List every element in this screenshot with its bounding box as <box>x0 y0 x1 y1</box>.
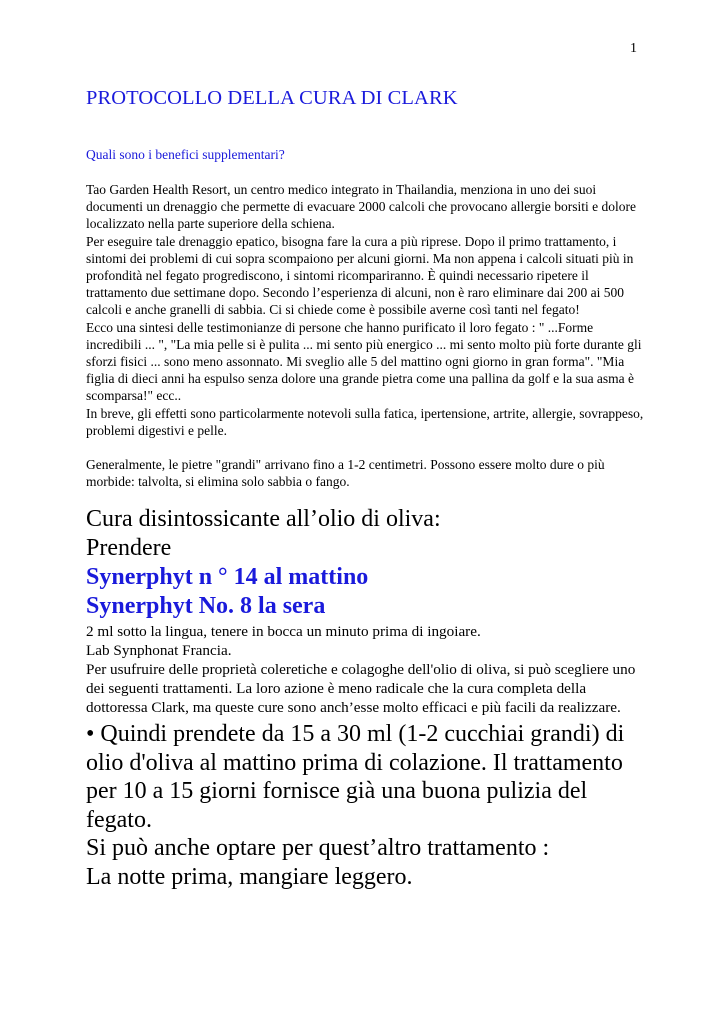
paragraph-spacer <box>86 439 646 456</box>
intro-paragraph-testimonials: Ecco una sintesi delle testimonianze di persone che hanno purificato il loro fegato : " ...Forme incredibili ... ", "La mia pelle si è pulita ... mi sento più energico ... mi sento molto più forte durante gli sforzi fisici ... sono meno assonnato. Mi sveglio alle 5 del mattino ogni giorno in gran forma". "Mia figlia di dieci anni ha espulso senza dolore una grande pietra come una pallina da golf e la sua asma è scomparsa!" ecc.. <box>86 319 642 404</box>
section-subtitle: Quali sono i benefici supplementari? <box>86 147 285 162</box>
olive-oil-treatment: • Quindi prendete da 15 a 30 ml (1-2 cucchiai grandi) di olio d'oliva al mattino prima di colazione. Il trattamento per 10 a 15 giorni fornisce già una buona pulizia del fegato. <box>86 720 625 833</box>
olive-oil-properties: Per usufruire delle proprietà coleretiche e colagoghe dell'olio di oliva, si può scegliere uno dei seguenti trattamenti. La loro azione è meno radicale che la cura completa della dottoressa Clark, ma queste cure sono anch’esse molto efficaci e più facili da realizzare. <box>86 661 636 717</box>
intro-section <box>86 181 646 490</box>
lab-name: Lab Synphonat Francia. <box>86 642 232 660</box>
alternative-treatment: Si può anche optare per quest’altro trattamento : <box>86 835 550 862</box>
page-number: 1 <box>630 41 637 56</box>
cure-heading: Cura disintossicante all’olio di oliva: <box>86 506 441 533</box>
synerphyt-morning: Synerphyt n ° 14 al mattino <box>86 564 369 591</box>
stones-paragraph: Generalmente, le pietre "grandi" arrivano fino a 1-2 centimetri. Possono essere molto dure o più morbide: talvolta, si elimina solo sabbia o fango. <box>86 457 605 490</box>
dosage-section <box>86 623 646 718</box>
document-body <box>86 86 646 892</box>
intro-paragraph-resort: Tao Garden Health Resort, un centro medico integrato in Thailandia, menziona in uno dei suoi documenti un drenaggio che permette di evacuare 2000 calcoli che provocano allergie borsiti e dolore localizzato nella parte superiore della schiena. <box>86 182 637 232</box>
dosage-instructions: 2 ml sotto la lingua, tenere in bocca un minuto prima di ingoiare. <box>86 623 481 641</box>
intro-paragraph-effects: In breve, gli effetti sono particolarmente notevoli sulla fatica, ipertensione, artrite, allergie, sovrappeso, problemi digestivi e pelle. <box>86 405 644 438</box>
take-label: Prendere <box>86 535 172 562</box>
treatment-section <box>86 720 646 892</box>
night-before-instruction: La notte prima, mangiare leggero. <box>86 863 413 890</box>
intro-paragraph-drainage: Per eseguire tale drenaggio epatico, bisogna fare la cura a più riprese. Dopo il primo trattamento, i sintomi dei problemi di cui sopra scompaiono per alcuni giorni. Ma non appena i calcoli situati più in profondità nel fegato progrediscono, i sintomi ricompariranno. È quindi necessario ripetere il trattamento due settimane dopo. Secondo l’esperienza di alcuni, non è raro eliminare dai 200 ai 500 calcoli e anche granelli di sabbia. Ci si chiede come è possibile averne così tanti nel fegato! <box>86 233 634 318</box>
document-title: PROTOCOLLO DELLA CURA DI CLARK <box>86 87 458 109</box>
synerphyt-evening: Synerphyt No. 8 la sera <box>86 593 326 620</box>
